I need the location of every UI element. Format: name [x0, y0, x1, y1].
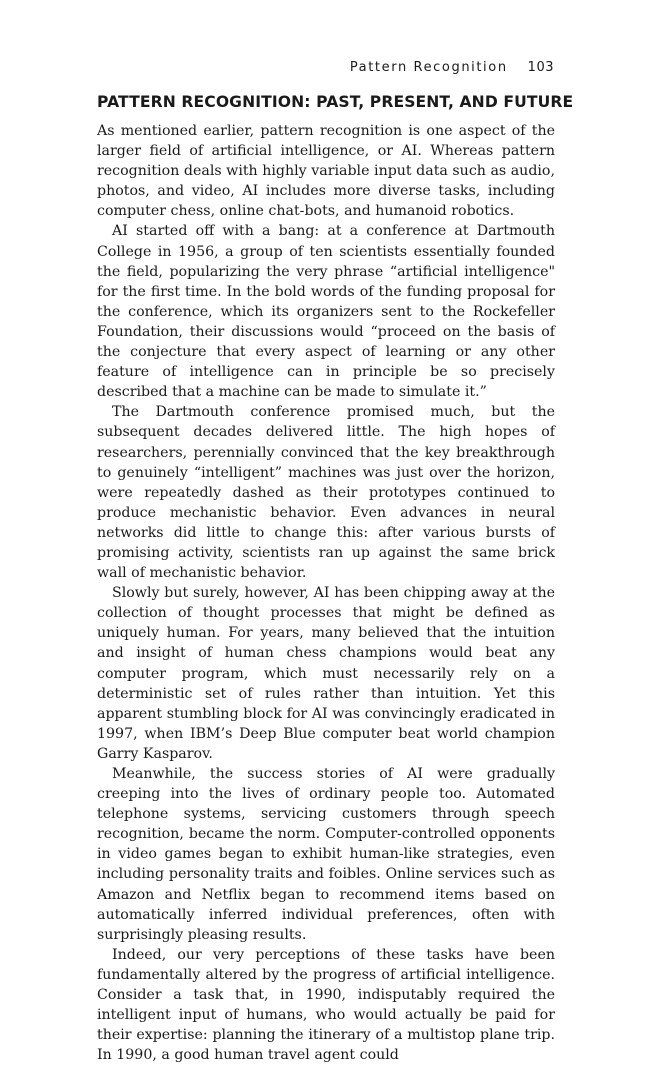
- paragraph-2: AI started off with a bang: at a conference at Dartmouth College in 1956, a group of ten scientists essentially founded the field, popularizing the very phrase “artificial intelligence" for the first time. In the bold words of the funding proposal for the conference, which its organizers sent to the Rockefeller Foundation, their discussions would “proceed on the basis of the conjecture that every aspect of learning or any other feature of intelligence can in principle be so precisely described that a machine can be made to simulate it.”: [97, 223, 555, 401]
- page-number: 103: [527, 60, 554, 75]
- running-head: [350, 60, 554, 75]
- body-text: [97, 121, 555, 1065]
- paragraph-1: As mentioned earlier, pattern recognition is one aspect of the larger field of artificial intelligence, or AI. Whereas pattern recognition deals with highly variable input data such as audio, photos, and video, AI includes more diverse tasks, including computer chess, online chat-bots, and humanoid robotics.: [97, 123, 555, 220]
- paragraph-3: The Dartmouth conference promised much, but the subsequent decades delivered little. The high hopes of researchers, perennially convinced that the key breakthrough to genuinely “intelligent” machines was just over the horizon, were repeatedly dashed as their prototypes continued to produce mechanistic behavior. Even advances in neural networks did little to change this: after various bursts of promising activity, scientists ran up against the same brick wall of mechanistic behavior.: [97, 404, 555, 582]
- paragraph-4: Slowly but surely, however, AI has been chipping away at the collection of thought processes that might be defined as uniquely human. For years, many believed that the intuition and insight of human chess champions would beat any computer program, which must necessarily rely on a deterministic set of rules rather than intuition. Yet this apparent stumbling block for AI was convincingly eradicated in 1997, when IBM’s Deep Blue computer beat world champion Garry Kasparov.: [97, 585, 555, 762]
- section-title: PATTERN RECOGNITION: PAST, PRESENT, AND FUTURE: [97, 93, 574, 111]
- paragraph-6: Indeed, our very perceptions of these tasks have been fundamentally altered by the progress of artificial intelligence. Consider a task that, in 1990, indisputably required the intelligent input of humans, who would actually be paid for their expertise: planning the itinerary of a multistop plane trip. In 1990, a good human travel agent could: [97, 946, 555, 1064]
- running-head-title: Pattern Recognition: [349, 60, 508, 75]
- paragraph-5: Meanwhile, the success stories of AI were gradually creeping into the lives of ordinary people too. Automated telephone systems, servicing customers through speech recognition, became the norm. Computer-controlled opponents in video games began to exhibit human-like strategies, even including personality traits and foibles. Online services such as Amazon and Netflix began to recommend items based on automatically inferred individual preferences, often with surprisingly pleasing results.: [97, 766, 555, 943]
